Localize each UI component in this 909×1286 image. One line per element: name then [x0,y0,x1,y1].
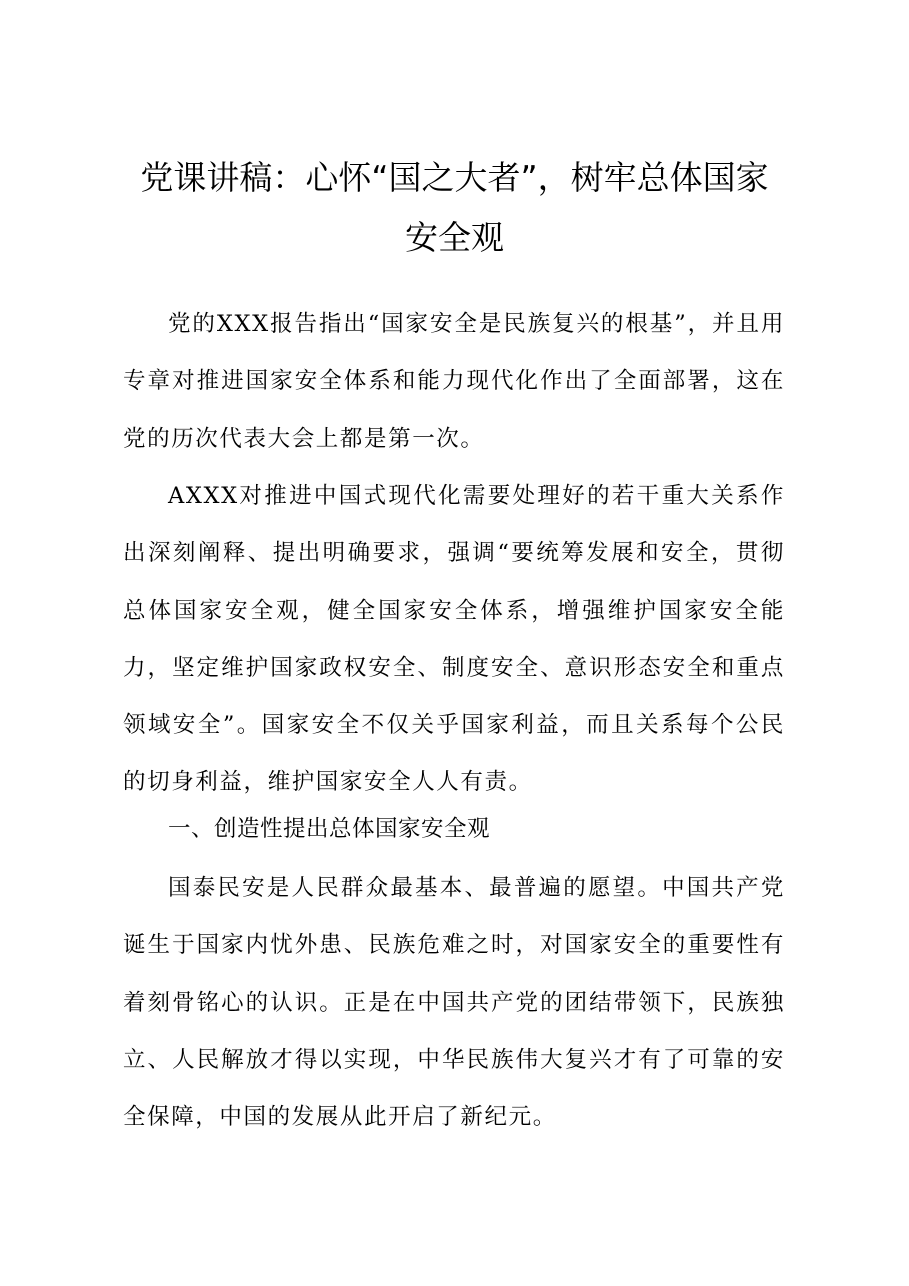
paragraph-2: AXXX对推进中国式现代化需要处理好的若干重大关系作出深刻阐释、提出明确要求，强调“要统筹发展和安全，贯彻总体国家安全观，健全国家安全体系，增强维护国家安全能力，坚定维护国家政权安全、制度安全、意识形态安全和重点领域安全”。国家安全不仅关乎国家利益，而且关系每个公民的切身利益，维护国家安全人人有责。 [123,483,785,796]
document-title [100,148,809,268]
paragraph-1: 党的XXX报告指出“国家安全是民族复兴的根基”，并且用专章对推进国家安全体系和能力现代化作出了全面部署，这在党的历次代表大会上都是第一次。 [123,311,785,452]
title-line-1: 党课讲稿：心怀“国之大者”，树牢总体国家 [140,158,769,197]
section-heading: 一、创造性提出总体国家安全观 [168,816,491,842]
title-line-2: 安全观 [405,218,504,257]
section-paragraph: 国泰民安是人民群众最基本、最普遍的愿望。中国共产党诞生于国家内忧外患、民族危难之时，对国家安全的重要性有着刻骨铭心的认识。正是在中国共产党的团结带领下，民族独立、人民解放才得以实现，中华民族伟大复兴才有了可靠的安全保障，中国的发展从此开启了新纪元。 [123,875,785,1131]
